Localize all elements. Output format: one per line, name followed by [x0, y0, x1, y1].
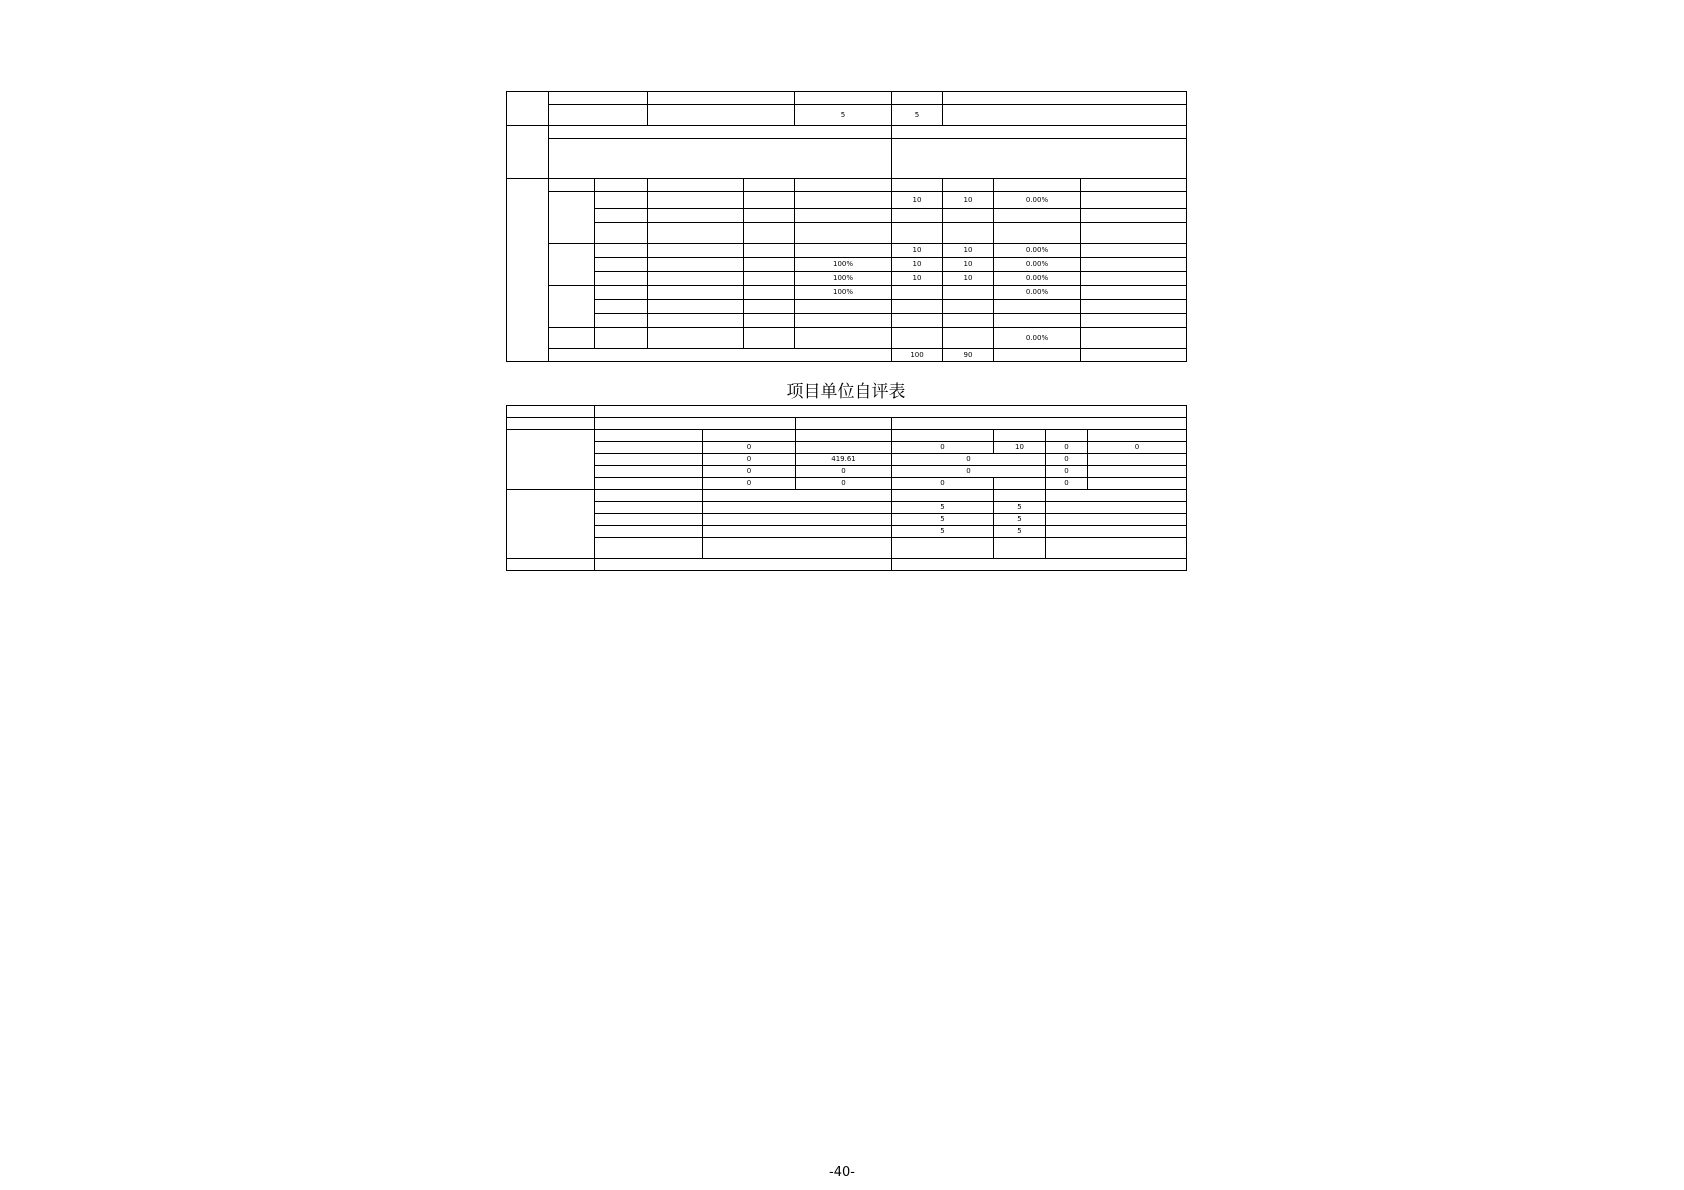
mgmt-row-score: 5	[994, 526, 1046, 538]
indicator-reason	[1081, 328, 1187, 349]
indicator-second	[595, 258, 648, 272]
header-first-level	[549, 179, 595, 192]
indicator-reason	[1081, 258, 1187, 272]
mgmt-row-issues	[1046, 514, 1187, 526]
goal-actual-header	[892, 559, 1187, 571]
fund-section-label	[507, 430, 595, 490]
indicator-weight: 10	[892, 258, 943, 272]
fund-header-executed	[892, 430, 994, 442]
indicator-weight	[892, 286, 943, 300]
mgmt-item-content	[648, 92, 795, 105]
indicator-score	[943, 209, 994, 223]
mgmt-row-score	[994, 538, 1046, 559]
indicator-third	[648, 272, 744, 286]
indicator-third	[648, 328, 744, 349]
mgmt-row-content	[703, 538, 892, 559]
indicator-score	[943, 286, 994, 300]
fund-rate: 0	[1046, 442, 1088, 454]
indicator-target	[744, 328, 795, 349]
header-second-level	[595, 179, 648, 192]
document-title: 项目单位自评表	[786, 382, 906, 402]
indicator-target	[744, 223, 795, 244]
indicator-target	[744, 272, 795, 286]
indicator-weight	[892, 209, 943, 223]
indicator-third	[648, 223, 744, 244]
header-third-level	[648, 179, 744, 192]
mgmt-row-weight: 5	[892, 514, 994, 526]
indicator-deviation	[994, 314, 1081, 328]
mgmt-header-score	[994, 490, 1046, 502]
indicator-weight: 10	[892, 192, 943, 209]
fund-header-full-year	[796, 430, 892, 442]
fund-header-initial	[703, 430, 796, 442]
group-label	[549, 328, 595, 349]
fund-header-blank	[595, 430, 703, 442]
fund-full-year: 0	[796, 466, 892, 478]
indicator-third	[648, 258, 744, 272]
actual-result-header	[892, 126, 1187, 139]
indicator-reason	[1081, 314, 1187, 328]
mgmt-header-content	[703, 490, 892, 502]
page-number: -40-	[829, 1165, 855, 1180]
project-name-label	[507, 406, 595, 418]
indicator-target	[744, 286, 795, 300]
total-blank-1	[994, 349, 1081, 362]
mgmt-section-label	[507, 490, 595, 559]
total-weight: 100	[892, 349, 943, 362]
fund-weight	[994, 478, 1046, 490]
mgmt-row-label	[595, 514, 703, 526]
indicator-reason	[1081, 192, 1187, 209]
indicator-weight: 10	[892, 272, 943, 286]
performance-indicators-label	[507, 179, 549, 362]
mgmt-row-score: 5	[994, 514, 1046, 526]
performance-indicator-table	[506, 91, 1187, 362]
header-deviation	[994, 179, 1081, 192]
mgmt-row-content	[703, 502, 892, 514]
mgmt-section-label	[507, 92, 549, 126]
indicator-deviation: 0.00%	[994, 244, 1081, 258]
indicator-actual	[795, 328, 892, 349]
fund-full-year: 419.61	[796, 454, 892, 466]
mgmt-item-label	[549, 92, 648, 105]
mgmt-header-weight	[892, 490, 994, 502]
fund-header-weight	[994, 430, 1046, 442]
fund-row-label	[595, 454, 703, 466]
mgmt-row-label	[595, 526, 703, 538]
indicator-deviation	[994, 300, 1081, 314]
mgmt-row-issues	[1046, 502, 1187, 514]
indicator-third	[648, 286, 744, 300]
indicator-second	[595, 286, 648, 300]
mgmt-item-content	[648, 105, 795, 126]
planned-goal-header	[549, 126, 892, 139]
dept-label	[507, 418, 595, 430]
header-actual	[795, 179, 892, 192]
indicator-second	[595, 328, 648, 349]
indicator-score: 10	[943, 258, 994, 272]
indicator-score: 10	[943, 244, 994, 258]
impl-unit-value	[892, 418, 1187, 430]
indicator-second	[595, 223, 648, 244]
mgmt-row-label	[595, 538, 703, 559]
indicator-actual: 100%	[795, 272, 892, 286]
fund-full-year	[796, 442, 892, 454]
indicator-deviation	[994, 223, 1081, 244]
mgmt-header-issues	[1046, 490, 1187, 502]
indicator-reason	[1081, 209, 1187, 223]
fund-rate: 0	[1046, 478, 1088, 490]
mgmt-row-issues	[1046, 538, 1187, 559]
mgmt-row-weight: 5	[892, 502, 994, 514]
mgmt-row-weight	[892, 538, 994, 559]
indicator-actual: 100%	[795, 258, 892, 272]
self-evaluation-table	[506, 405, 1187, 571]
fund-header-rate	[1046, 430, 1088, 442]
indicator-reason	[1081, 272, 1187, 286]
fund-score	[1088, 466, 1187, 478]
annual-goal-label	[507, 126, 549, 179]
fund-rate: 0	[1046, 454, 1088, 466]
indicator-score	[943, 314, 994, 328]
indicator-score	[943, 300, 994, 314]
mgmt-item-issues	[943, 105, 1187, 126]
indicator-target	[744, 314, 795, 328]
indicator-second	[595, 209, 648, 223]
mgmt-item-score: 5	[892, 105, 943, 126]
indicator-third	[648, 192, 744, 209]
header-weight	[892, 179, 943, 192]
fund-full-year: 0	[796, 478, 892, 490]
indicator-reason	[1081, 244, 1187, 258]
indicator-score	[943, 223, 994, 244]
indicator-third	[648, 209, 744, 223]
indicator-actual	[795, 244, 892, 258]
planned-goal-text	[549, 139, 892, 179]
indicator-deviation: 0.00%	[994, 328, 1081, 349]
indicator-reason	[1081, 300, 1187, 314]
indicator-weight	[892, 328, 943, 349]
indicator-score: 10	[943, 272, 994, 286]
indicator-second	[595, 192, 648, 209]
indicator-second	[595, 244, 648, 258]
total-score: 90	[943, 349, 994, 362]
indicator-deviation: 0.00%	[994, 272, 1081, 286]
mgmt-row-content	[703, 514, 892, 526]
fund-executed: 0	[892, 466, 1046, 478]
indicator-actual	[795, 223, 892, 244]
indicator-third	[648, 300, 744, 314]
mgmt-row-label	[595, 502, 703, 514]
indicator-target	[744, 300, 795, 314]
indicator-target	[744, 244, 795, 258]
fund-header-score	[1088, 430, 1187, 442]
fund-executed: 0	[892, 478, 994, 490]
mgmt-row-score: 5	[994, 502, 1046, 514]
indicator-target	[744, 192, 795, 209]
fund-initial: 0	[703, 478, 796, 490]
fund-score	[1088, 454, 1187, 466]
fund-row-label	[595, 478, 703, 490]
indicator-target	[744, 209, 795, 223]
indicator-weight	[892, 314, 943, 328]
fund-initial: 0	[703, 442, 796, 454]
indicator-third	[648, 244, 744, 258]
goal-section-label	[507, 559, 595, 571]
fund-initial: 0	[703, 454, 796, 466]
mgmt-header-blank	[595, 490, 703, 502]
mgmt-row-weight: 5	[892, 526, 994, 538]
indicator-deviation	[994, 209, 1081, 223]
group-label	[549, 192, 595, 244]
fund-score	[1088, 478, 1187, 490]
total-label	[549, 349, 892, 362]
fund-executed: 0	[892, 442, 994, 454]
indicator-weight	[892, 223, 943, 244]
fund-row-label	[595, 466, 703, 478]
fund-weight: 10	[994, 442, 1046, 454]
group-label	[549, 244, 595, 286]
mgmt-item-score	[892, 92, 943, 105]
fund-executed: 0	[892, 454, 1046, 466]
indicator-score	[943, 328, 994, 349]
indicator-target	[744, 258, 795, 272]
fund-rate: 0	[1046, 466, 1088, 478]
header-target	[744, 179, 795, 192]
indicator-actual	[795, 209, 892, 223]
indicator-second	[595, 314, 648, 328]
mgmt-item-weight: 5	[795, 105, 892, 126]
indicator-score: 10	[943, 192, 994, 209]
header-score	[943, 179, 994, 192]
indicator-third	[648, 314, 744, 328]
indicator-weight	[892, 300, 943, 314]
indicator-second	[595, 272, 648, 286]
fund-row-label	[595, 442, 703, 454]
indicator-actual	[795, 314, 892, 328]
indicator-weight: 10	[892, 244, 943, 258]
indicator-deviation: 0.00%	[994, 286, 1081, 300]
indicator-actual	[795, 192, 892, 209]
mgmt-row-content	[703, 526, 892, 538]
impl-unit-label	[796, 418, 892, 430]
dept-value	[595, 418, 796, 430]
fund-score: 0	[1088, 442, 1187, 454]
indicator-deviation: 0.00%	[994, 258, 1081, 272]
project-name-value	[595, 406, 1187, 418]
indicator-deviation: 0.00%	[994, 192, 1081, 209]
mgmt-row-issues	[1046, 526, 1187, 538]
fund-initial: 0	[703, 466, 796, 478]
goal-planned-header	[595, 559, 892, 571]
actual-result-text	[892, 139, 1187, 179]
mgmt-item-issues	[943, 92, 1187, 105]
header-reason	[1081, 179, 1187, 192]
indicator-actual	[795, 300, 892, 314]
indicator-actual: 100%	[795, 286, 892, 300]
indicator-reason	[1081, 286, 1187, 300]
indicator-reason	[1081, 223, 1187, 244]
mgmt-item-label	[549, 105, 648, 126]
mgmt-item-weight	[795, 92, 892, 105]
group-label	[549, 286, 595, 328]
total-blank-2	[1081, 349, 1187, 362]
indicator-second	[595, 300, 648, 314]
